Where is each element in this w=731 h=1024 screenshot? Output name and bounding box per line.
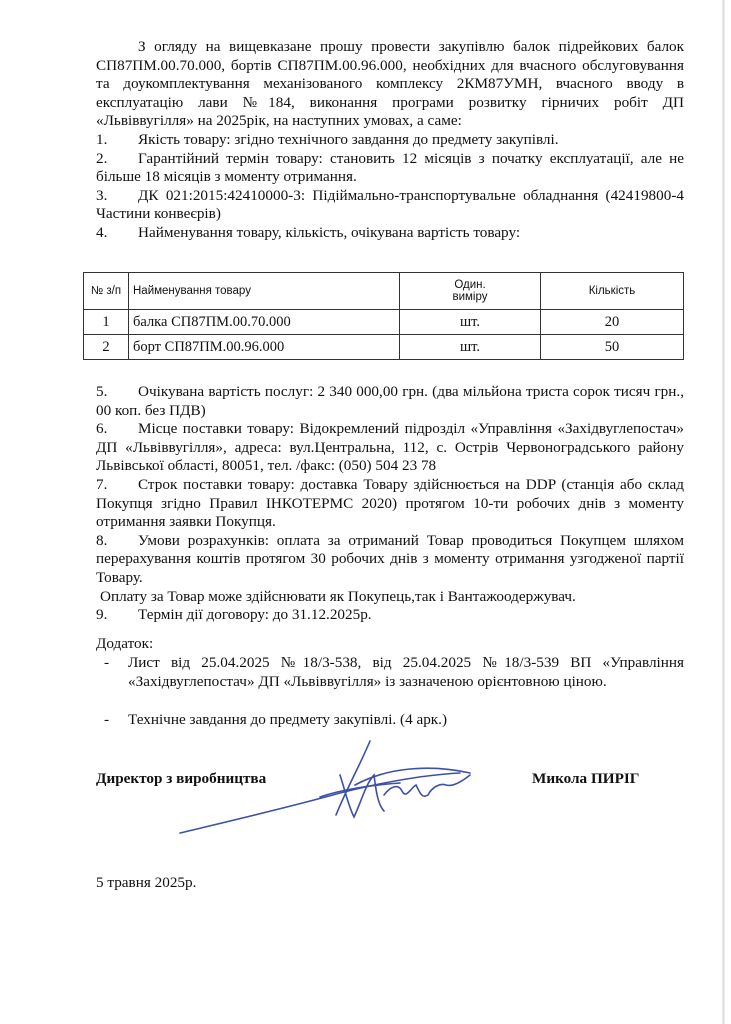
header-qty: Кількість [541,273,684,310]
list-item-2: 2. Гарантійний термін товару: становить 12 місяців з початку експлуатації, але не більше 18 місяців з моменту отримання. [96,149,684,186]
body-bottom [96,383,684,625]
list-item-3: 3. ДК 021:2015:42410000-3: Підіймально-транспортувальне обладнання (42419800-4 Частини конвеєрів) [96,186,684,223]
table-row: 2 борт СП87ПМ.00.96.000 шт. 50 [84,335,684,360]
payment-note: Оплату за Товар може здійснювати як Покупець,так і Вантажоодержувач. [100,587,576,605]
body-top [96,38,684,243]
scan-edge [722,0,725,1024]
attachment-item-1: - Лист від 25.04.2025 №18/3-538, від 25.04.2025 №18/3-539 ВП «Управління «Західвуглепостач» ДП «Львіввугілля» із зазначеною орієнтовною ціною. [104,654,684,690]
header-name: Найменування товару [129,273,400,310]
signer-title: Директор з виробництва [96,770,267,787]
attachments-title: Додаток: [96,635,154,652]
list-item-8: 8. Умови розрахунків: оплата за отриманий Товар проводиться Покупцем шляхом перерахування коштів протягом 30 робочих днів з моменту отримання узгодженої партії Товару. [96,531,684,586]
list-item-5: 5. Очікувана вартість послуг: 2 340 000,00 грн. (два мільйона триста сорок тисяч грн., 00 коп. без ПДВ) [96,383,684,419]
list-item-7: 7. Строк поставки товару: доставка Товару здійснюється на DDP (станція або склад Покупця згідно Правил ІНКОТЕРМС 2020) протягом 10-ти робочих днів з моменту отримання заявки Покупця. [96,475,684,531]
intro-paragraph: З огляду на вищевказане прошу провести закупівлю балок підрейкових балок СП87ПМ.00.70.000, бортів СП87ПМ.00.96.000, необхідних для вчасного обслуговування та доукомплектування механізованого комплексу 2КМ87УМН, вчасного вводу в експлуатацію лави №184, виконання програми розвитку гірничих робіт ДП «Львіввугілля» на 2025рік, на наступних умовах, а саме: [96,38,684,130]
table-row: 1 балка СП87ПМ.00.70.000 шт. 20 [84,310,684,335]
table-header-row [84,273,684,310]
list-item-4: 4. Найменування товару, кількість, очікувана вартість товару: [96,223,521,241]
list-item-1: 1. Якість товару: згідно технічного завдання до предмету закупівлі. [96,130,559,148]
header-unit: Один. виміру [400,273,541,310]
document-date: 5 травня 2025р. [96,874,197,891]
goods-table [83,272,684,360]
list-item-9: 9. Термін дії договору: до 31.12.2025р. [96,606,372,624]
handwritten-signature [170,735,490,835]
signer-name: Микола ПИРІГ [532,770,640,787]
attachment-item-2: - Технічне завдання до предмету закупівлі. (4 арк.) [104,711,448,728]
header-no: № з/п [84,273,129,310]
list-item-6: 6. Місце поставки товару: Відокремлений підрозділ «Управління «Західвуглепостач» ДП «Львіввугілля», адреса: вул.Центральна, 112, с. Острів Червоноградського району Львівської області, 80051, тел. /факс: (050) 504 23 78 [96,420,684,475]
